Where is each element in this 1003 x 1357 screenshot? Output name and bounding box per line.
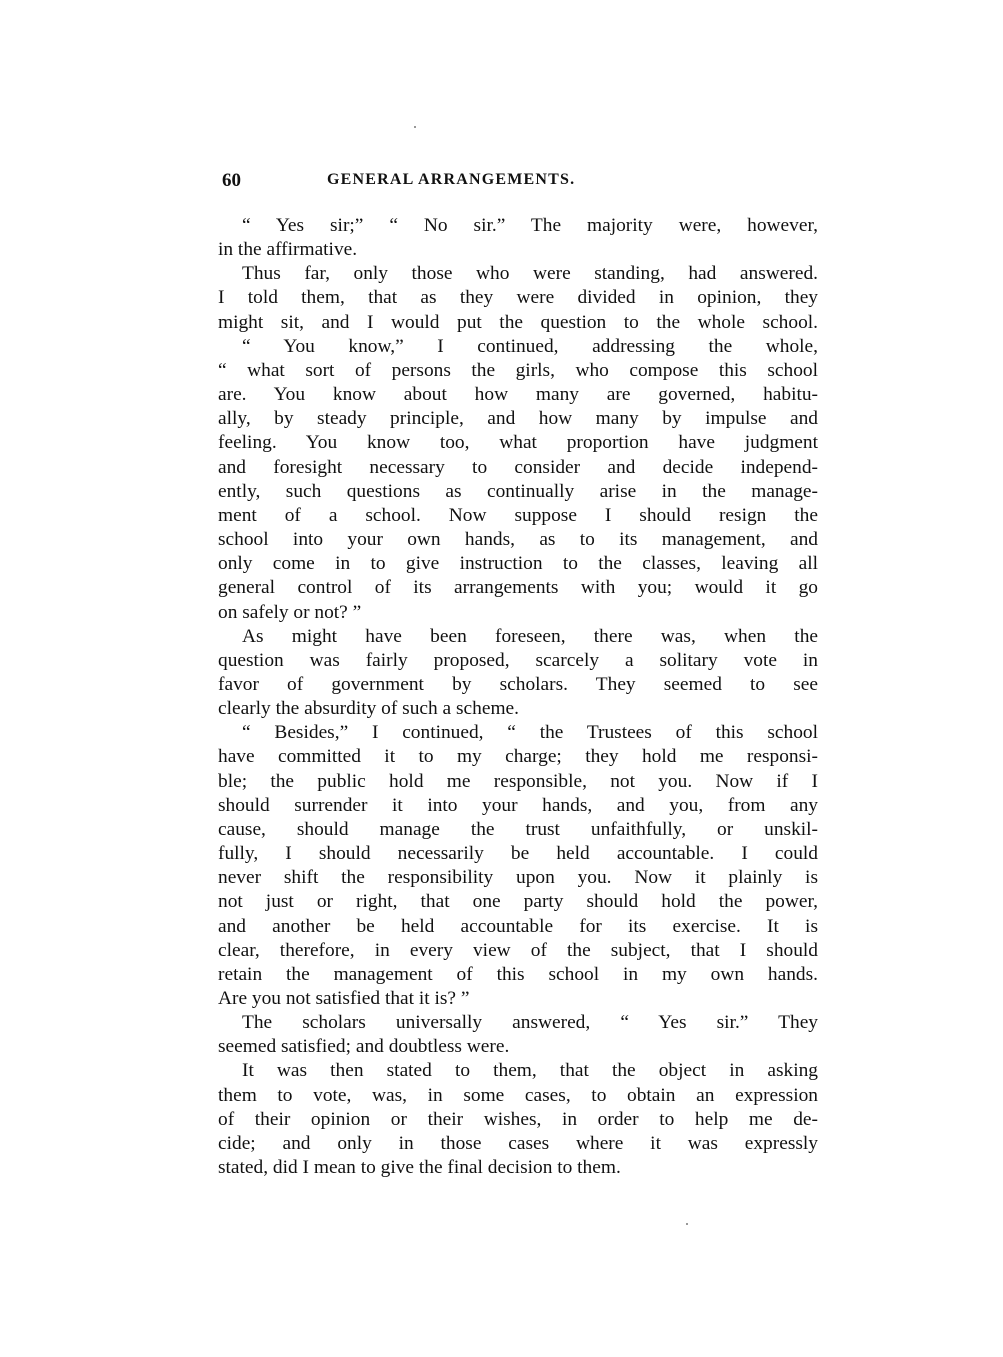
running-head <box>222 170 822 196</box>
paragraph <box>218 262 818 334</box>
text-line: not just or right, that one party should hold the power, <box>218 891 818 913</box>
text-line: in the affirmative. <box>218 239 358 261</box>
text-line: never shift the responsibility upon you. Now it plainly is <box>218 867 818 889</box>
text-line: of their opinion or their wishes, in order to help me de- <box>218 1108 818 1130</box>
scan-speck <box>686 1223 688 1225</box>
running-head-title: GENERAL ARRANGEMENTS. <box>327 171 576 188</box>
text-line: clear, therefore, in every view of the subject, that I should <box>218 939 818 961</box>
paragraph <box>218 1059 818 1180</box>
text-line: As might have been foreseen, there was, when the <box>242 625 818 647</box>
paragraph <box>218 1011 818 1059</box>
paragraph <box>218 214 818 262</box>
text-line: ally, by steady principle, and how many by impulse and <box>218 408 818 430</box>
text-line: cide; and only in those cases where it was expressly <box>218 1132 818 1154</box>
text-line: have committed it to my charge; they hold me responsi- <box>218 746 818 768</box>
text-line: are. You know about how many are governed, habitu- <box>218 384 818 406</box>
scan-speck <box>414 126 416 128</box>
text-line: ently, such questions as continually arise in the manage- <box>218 480 818 502</box>
text-line: It was then stated to them, that the object in asking <box>242 1060 818 1082</box>
text-line: cause, should manage the trust unfaithfully, or unskil- <box>218 818 818 840</box>
paragraph <box>218 335 818 625</box>
text-line: favor of government by scholars. They seemed to see <box>218 673 818 695</box>
paragraph <box>218 721 818 1011</box>
paragraph <box>218 625 818 722</box>
text-line: The scholars universally answered, “ Yes sir.” They <box>242 1012 818 1034</box>
text-line: them to vote, was, in some cases, to obtain an expression <box>218 1084 818 1106</box>
text-line: Are you not satisfied that it is? ” <box>218 988 470 1009</box>
text-line: stated, did I mean to give the final decision to them. <box>218 1157 621 1179</box>
text-line: retain the management of this school in my own hands. <box>218 963 818 985</box>
text-line: and foresight necessary to consider and decide independ- <box>218 456 818 478</box>
text-line: I told them, that as they were divided in opinion, they <box>218 287 818 309</box>
text-line: seemed satisfied; and doubtless were. <box>218 1036 510 1058</box>
text-line: ble; the public hold me responsible, not you. Now if I <box>218 770 818 792</box>
page-number: 60 <box>222 170 241 191</box>
text-line: question was fairly proposed, scarcely a solitary vote in <box>218 649 818 671</box>
text-line: school into your own hands, as to its management, and <box>218 529 818 551</box>
text-line: general control of its arrangements with you; would it go <box>218 577 818 599</box>
text-line: on safely or not? ” <box>218 601 362 623</box>
text-line: “ Besides,” I continued, “ the Trustees of this school <box>242 722 818 744</box>
text-line: clearly the absurdity of such a scheme. <box>218 698 519 720</box>
text-line: “ Yes sir;” “ No sir.” The majority were, however, <box>242 215 818 236</box>
text-line: should surrender it into your hands, and you, from any <box>218 794 818 816</box>
text-line: ment of a school. Now suppose I should resign the <box>218 504 818 526</box>
text-line: feeling. You know too, what proportion have judgment <box>218 432 818 454</box>
text-line: Thus far, only those who were standing, had answered. <box>242 263 818 285</box>
text-line: and another be held accountable for its exercise. It is <box>218 915 818 937</box>
text-line: might sit, and I would put the question to the whole school. <box>218 311 818 333</box>
text-line: “ You know,” I continued, addressing the whole, <box>242 335 818 357</box>
body-text <box>218 214 818 1180</box>
text-line: “ what sort of persons the girls, who compose this school <box>218 359 818 381</box>
text-line: fully, I should necessarily be held accountable. I could <box>218 843 818 865</box>
text-line: only come in to give instruction to the classes, leaving all <box>218 553 818 575</box>
